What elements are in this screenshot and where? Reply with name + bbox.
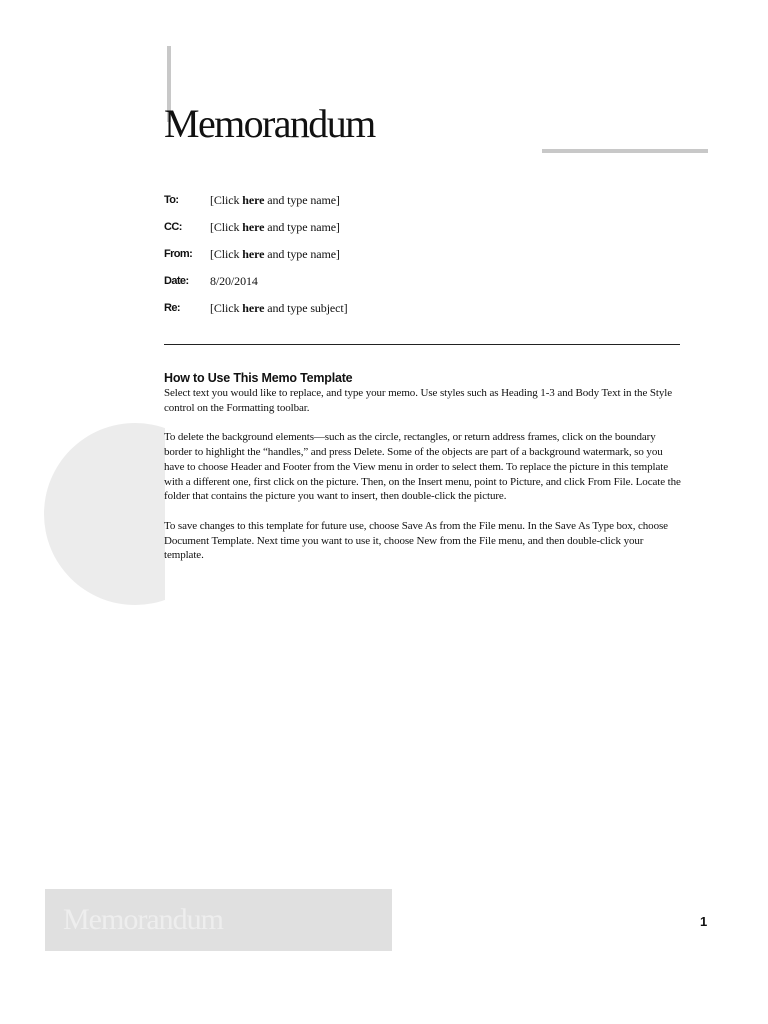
memo-header-fields [164, 190, 684, 325]
to-row [164, 190, 684, 217]
body-heading: How to Use This Memo Template [164, 371, 353, 385]
from-label: From: [164, 248, 193, 260]
date-field[interactable]: 8/20/2014 [210, 274, 258, 288]
re-field[interactable] [210, 298, 348, 318]
cc-field[interactable] [210, 217, 340, 237]
cc-row [164, 217, 684, 244]
cc-prefix: [Click [210, 220, 243, 234]
date-label: Date: [164, 275, 189, 287]
title-rule [542, 149, 708, 153]
from-row [164, 244, 684, 271]
date-row [164, 271, 684, 298]
re-prefix: [Click [210, 301, 243, 315]
to-emphasis: here [242, 193, 265, 207]
re-suffix: and type subject] [264, 301, 348, 315]
page-number: 1 [700, 914, 708, 929]
cc-emphasis: here [242, 220, 265, 234]
memo-title[interactable]: Memorandum [164, 101, 375, 146]
footer-watermark-box [45, 889, 392, 951]
cc-label: CC: [164, 221, 182, 233]
from-field[interactable] [210, 244, 340, 264]
to-prefix: [Click [210, 193, 243, 207]
to-label: To: [164, 194, 179, 206]
body-paragraph: Select text you would like to replace, and type your memo. Use styles such as Heading 1-3 and Body Text in the Style control on the Formatting toolbar. [164, 387, 672, 414]
from-emphasis: here [242, 247, 265, 261]
re-row [164, 298, 684, 325]
cc-suffix: and type name] [264, 220, 340, 234]
re-emphasis: here [242, 301, 265, 315]
body-paragraph: To save changes to this template for future use, choose Save As from the File menu. In the Save As Type box, choose Document Template. Next time you want to use it, choose New from the File menu, and then double-click your template. [164, 519, 668, 562]
memo-body[interactable] [164, 370, 684, 578]
from-prefix: [Click [210, 247, 243, 261]
to-field[interactable] [210, 190, 340, 210]
to-suffix: and type name] [264, 193, 340, 207]
header-divider [164, 344, 680, 345]
body-paragraph: To delete the background elements—such as the circle, rectangles, or return address frames, click on the boundary border to highlight the “handles,” and press Delete. Some of the objects are part of a background watermark, so you have to choose Header and Footer from the View menu in order to select them. To replace the picture in this template with a different one, first click on the picture. Then, on the Insert menu, point to Picture, and click From File. Locate the folder that contains the picture you want to insert, then double-click the picture. [164, 431, 681, 503]
re-label: Re: [164, 302, 180, 314]
footer-watermark-text: Memorandum [63, 903, 223, 936]
from-suffix: and type name] [264, 247, 340, 261]
